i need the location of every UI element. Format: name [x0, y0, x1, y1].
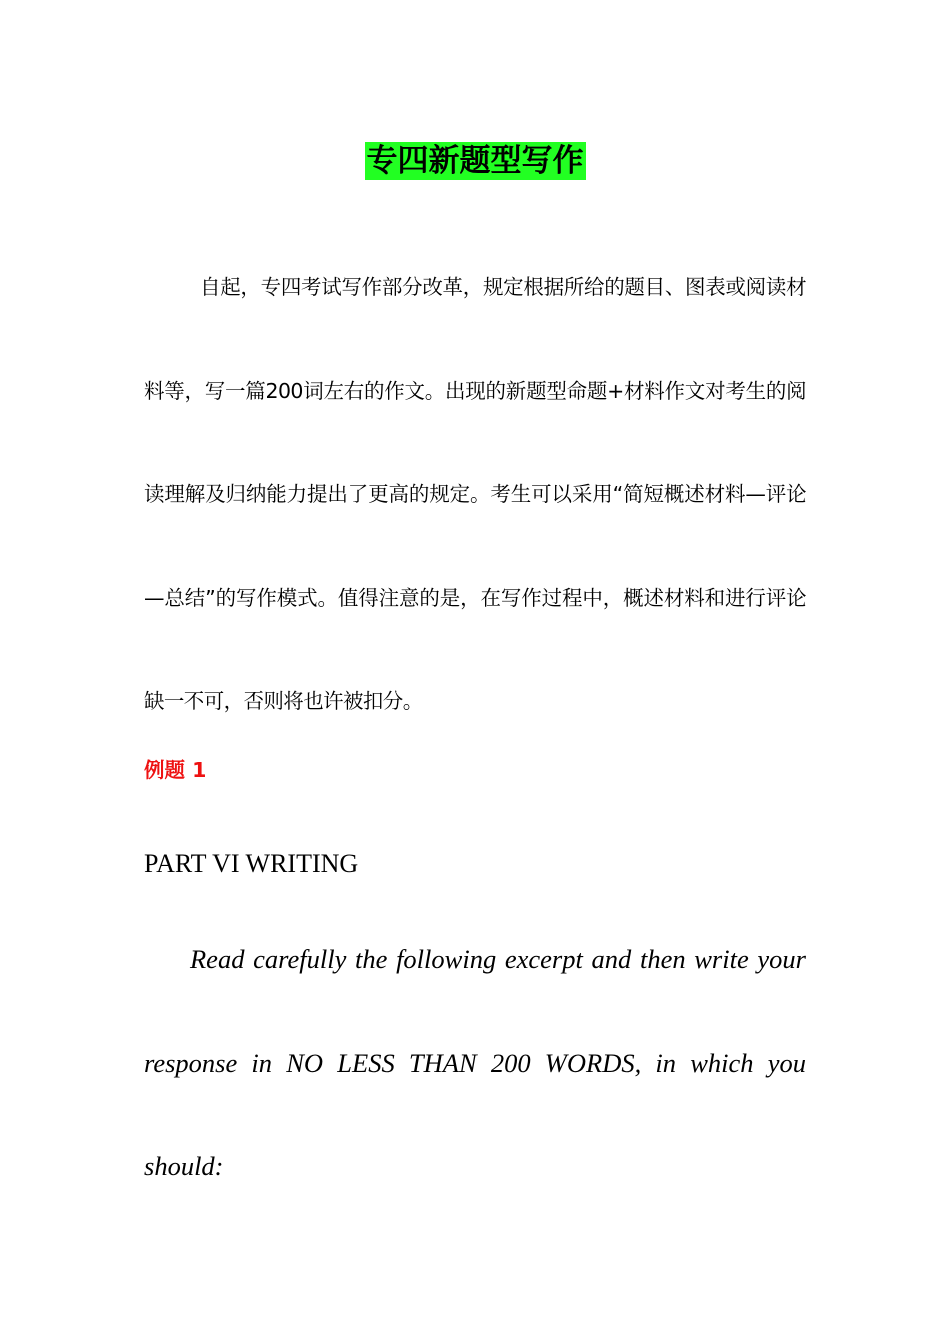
- example-heading: 例题 1: [144, 758, 207, 782]
- writing-instruction: Read carefully the following excerpt and then write your response in NO LESS THAN 200 WORDS, in which you should:: [144, 944, 806, 1181]
- document-title: 专四新题型写作: [366, 143, 584, 179]
- intro-paragraph: 自起，专四考试写作部分改革，规定根据所给的题目、图表或阅读材料等，写一篇200词左右的作文。出现的新题型命题+材料作文对考生的阅读理解及归纳能力提出了更高的规定。考生可以采用“简短概述材料—评论—总结”的写作模式。值得注意的是，在写作过程中，概述材料和进行评论缺一不可，否则将也许被扣分。: [144, 275, 806, 713]
- title-container: [0, 142, 950, 180]
- part-heading: PART VI WRITING: [144, 849, 359, 878]
